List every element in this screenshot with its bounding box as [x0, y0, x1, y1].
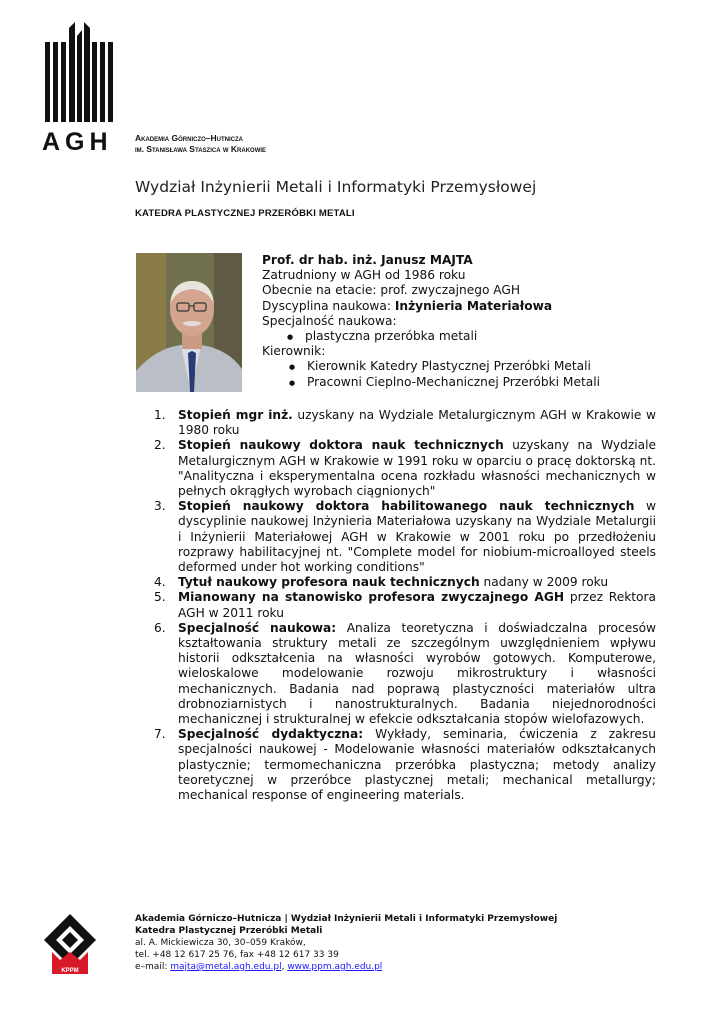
cv-item-number: 4.: [154, 575, 166, 590]
head-item: ● Kierownik Katedry Plastycznej Przeróbki Metali: [307, 359, 600, 374]
cv-item-title: Specjalność naukowa:: [178, 620, 337, 635]
cv-item-number: 7.: [154, 727, 166, 742]
footer-line-2: Katedra Plastycznej Przeróbki Metali: [135, 926, 323, 936]
cv-item-text: Wykłady, seminaria, ćwiczenia z zakresu specjalności naukowej - Modelowanie własności materiałów odkształcanych plastycznie; termomechaniczna przeróbka plastyczna; metody analizy teoretycznej w przeróbce plastycznej metali; mechanical metallurgy; mechanical response of engineering materials.: [178, 727, 656, 803]
email-link[interactable]: majta@metal.agh.edu.pl: [170, 962, 282, 972]
footer-line-1: Akademia Górniczo–Hutnicza | Wydział Inżynierii Metali i Informatyki Przemysłowej: [135, 914, 558, 924]
cv-item-text: Analiza teoretyczna i doświadczalna procesów kształtowania struktury metali ze szczególnym uwzględnieniem wpływu historii odkształcenia na własności wyrobów gotowych. Komputerowe, wieloskalowe modelowanie rozwoju mikrostruktury i własności mechanicznych. Badania nad poprawą plastyczności materiałów ultra drobnoziarnistych i nanostrukturalnych. Badania niejednorodności mechanicznej i strukturalnej w efekcie odkształcania stopów wielofazowych.: [178, 620, 656, 727]
website-link[interactable]: www.ppm.agh.edu.pl: [287, 962, 383, 972]
cv-list: [150, 408, 656, 803]
faculty-title: Wydział Inżynierii Metali i Informatyki Przemysłowej: [135, 178, 537, 196]
cv-item-number: 5.: [154, 590, 166, 605]
cv-item: [150, 590, 656, 620]
cv-item-number: 2.: [154, 438, 166, 453]
portrait-image: [136, 253, 242, 392]
cv-item-text: przez Rektora AGH w 2011 roku: [178, 590, 656, 620]
cv-item-title: Specjalność dydaktyczna:: [178, 727, 364, 742]
agh-logo-text: AGH: [42, 128, 113, 156]
specialty-list: [262, 329, 600, 344]
cv-item-number: 1.: [154, 408, 166, 422]
cv-item-title: Stopień naukowy doktora nauk technicznych: [178, 438, 504, 453]
profile-info: [262, 253, 600, 390]
discipline-label: Dyscyplina naukowa:: [262, 298, 395, 313]
university-name: [135, 133, 266, 155]
cv-item: [150, 499, 656, 575]
head-label: Kierownik:: [262, 344, 326, 359]
cv-item-text: uzyskany na Wydziale Metalurgicznym AGH w Krakowie w 1980 roku: [178, 408, 656, 438]
head-item: ● Pracowni Cieplno-Mechanicznej Przeróbki Metali: [307, 375, 600, 390]
university-line-1: Akademia Górniczo–Hutnicza: [135, 133, 243, 143]
cv-item-number: 6.: [154, 620, 166, 635]
cv-item-text: nadany w 2009 roku: [479, 575, 609, 590]
cv-item-text: uzyskany na Wydziale Metalurgicznym AGH w Krakowie w 1991 roku w oparciu o pracę doktorską nt. "Analityczna i eksperymentalna ocena rozkładu własności mechanicznych w pełnych okrągłych wyrobach ciągnionych": [178, 438, 657, 499]
cv-item: [150, 408, 656, 438]
employment-info: Zatrudniony w AGH od 1986 roku: [262, 268, 466, 283]
cv-item-title: Stopień naukowy doktora habilitowanego nauk technicznych: [178, 499, 635, 514]
footer-contact: [135, 961, 557, 973]
specialty-item: ● plastyczna przeróbka metali: [305, 329, 600, 344]
university-line-2: im. Stanisława Staszica w Krakowie: [135, 144, 267, 154]
cv-item: [150, 621, 656, 727]
agh-logo: [42, 22, 116, 158]
discipline-info: [262, 299, 600, 314]
kppm-logo: [42, 912, 98, 976]
footer-phone: tel. +48 12 617 25 76, fax +48 12 617 33 39: [135, 950, 339, 960]
head-list: [262, 359, 600, 389]
kppm-logo-text: KPPM: [61, 968, 79, 974]
position-info: Obecnie na etacie: prof. zwyczajnego AGH: [262, 283, 521, 298]
profile-name: Prof. dr hab. inż. Janusz MAJTA: [262, 253, 473, 267]
cv-item-title: Tytuł naukowy profesora nauk technicznych: [178, 575, 480, 590]
cv-item: [150, 438, 656, 499]
department-title: KATEDRA PLASTYCZNEJ PRZERÓBKI METALI: [135, 208, 355, 219]
cv-item-number: 3.: [154, 499, 166, 514]
kppm-emblem-icon: [42, 912, 98, 976]
specialty-label: Specjalność naukowa:: [262, 313, 397, 328]
footer: [135, 913, 557, 973]
footer-address: al. A. Mickiewicza 30, 30–059 Kraków,: [135, 938, 306, 948]
cv-item: [150, 727, 656, 803]
contact-separator: ,: [281, 962, 288, 972]
email-prefix: e–mail:: [135, 962, 171, 972]
cv-item: [150, 575, 656, 590]
discipline-value: Inżynieria Materiałowa: [394, 298, 553, 313]
cv-item-title: Mianowany na stanowisko profesora zwyczajnego AGH: [178, 590, 565, 605]
cv-item-text: w dyscyplinie naukowej Inżynieria Materiałowa uzyskany na Wydziale Metalurgii i Inżynierii Materiałowej AGH w Krakowie w 2001 roku po przedłożeniu rozprawy habilitacyjnej nt. "Complete model for niobium-microalloyed steels deformed under hot working conditions": [178, 499, 656, 575]
profile-photo: [136, 253, 242, 392]
cv-item-title: Stopień mgr inż.: [178, 408, 293, 422]
agh-emblem-icon: [42, 22, 116, 122]
